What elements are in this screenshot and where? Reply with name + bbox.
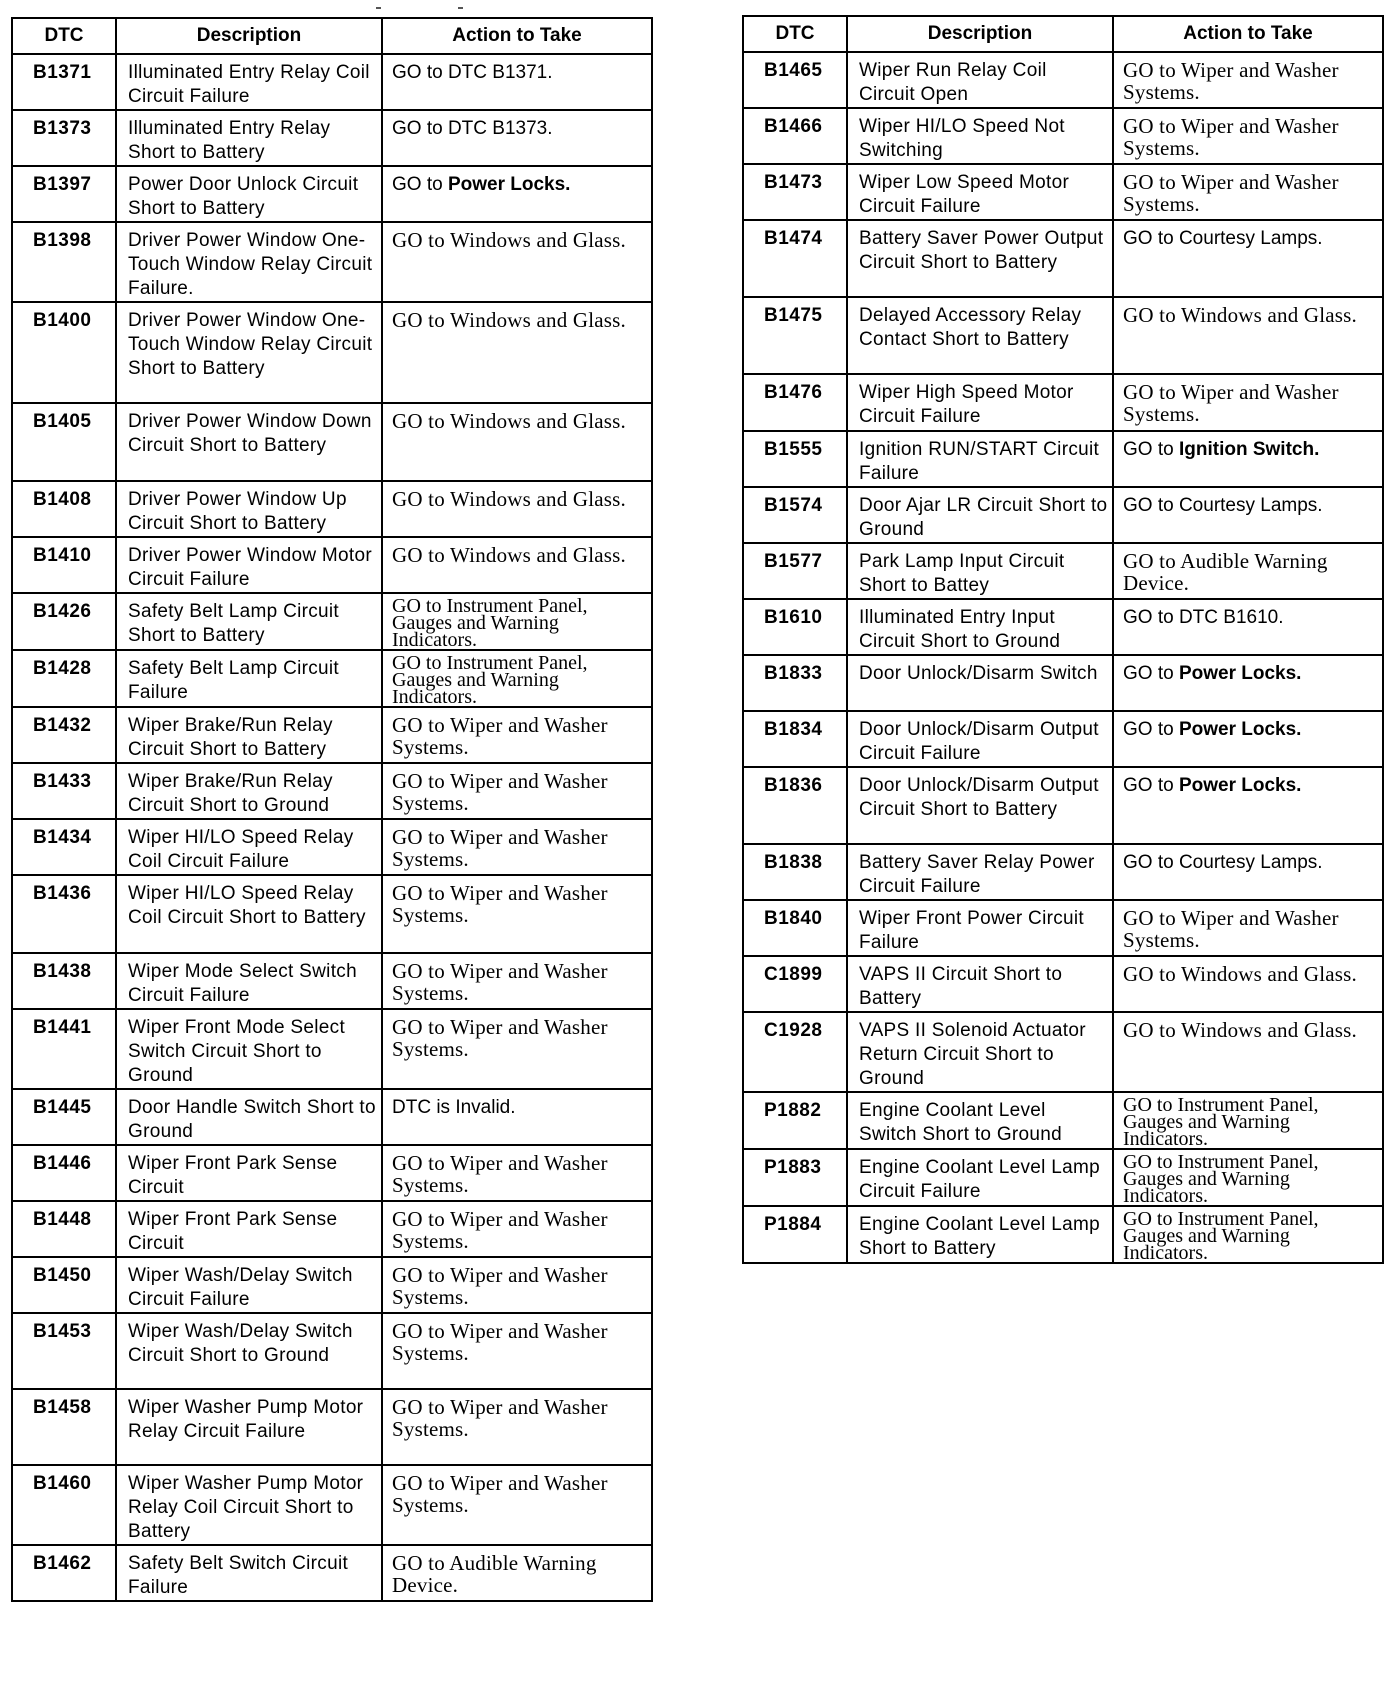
dtc-action: GO to Windows and Glass. <box>382 537 652 593</box>
dtc-action: GO to Windows and Glass. <box>1113 297 1383 374</box>
dtc-action: GO to Windows and Glass. <box>382 403 652 481</box>
dtc-action: GO to Wiper and Washer Systems. <box>382 1389 652 1465</box>
dtc-code: B1397 <box>12 166 116 222</box>
header-dtc: DTC <box>743 16 847 52</box>
table-row <box>12 403 652 481</box>
table-row <box>12 1089 652 1145</box>
dtc-code: B1426 <box>12 593 116 650</box>
dtc-code: B1460 <box>12 1465 116 1545</box>
action-target: Power Locks. <box>1178 719 1302 740</box>
dtc-code: B1433 <box>12 763 116 819</box>
dtc-code: B1462 <box>12 1545 116 1601</box>
dtc-code: B1408 <box>12 481 116 537</box>
table-row <box>12 1145 652 1201</box>
dtc-description: Safety Belt Switch Circuit Failure <box>116 1545 382 1601</box>
table-row <box>743 844 1383 900</box>
table-row <box>12 1313 652 1389</box>
dtc-code: B1466 <box>743 108 847 164</box>
dtc-action: GO to Courtesy Lamps. <box>1113 487 1383 543</box>
table-row <box>12 707 652 763</box>
table-row <box>12 302 652 403</box>
table-row <box>12 819 652 875</box>
table-row <box>743 599 1383 655</box>
dtc-action: GO to Wiper and Washer Systems. <box>382 953 652 1009</box>
dtc-action: GO to Wiper and Washer Systems. <box>382 1009 652 1089</box>
table-row <box>12 537 652 593</box>
dtc-description: Battery Saver Power Output Circuit Short to Battery <box>847 220 1113 297</box>
dtc-action: GO to Instrument Panel, Gauges and Warning Indicators. <box>382 650 652 707</box>
table-row <box>743 543 1383 599</box>
table-row <box>743 297 1383 374</box>
table-row <box>12 222 652 302</box>
dtc-code: B1445 <box>12 1089 116 1145</box>
dtc-code: B1405 <box>12 403 116 481</box>
dtc-description: Illuminated Entry Input Circuit Short to Ground <box>847 599 1113 655</box>
dtc-action: GO to Wiper and Washer Systems. <box>382 819 652 875</box>
dtc-description: Wiper Washer Pump Motor Relay Coil Circuit Short to Battery <box>116 1465 382 1545</box>
table-row <box>743 220 1383 297</box>
table-row <box>12 1009 652 1089</box>
dtc-description: Engine Coolant Level Lamp Circuit Failure <box>847 1149 1113 1206</box>
dtc-description: Wiper Front Mode Select Switch Circuit Short to Ground <box>116 1009 382 1089</box>
table-row <box>743 711 1383 767</box>
dtc-code: B1473 <box>743 164 847 220</box>
dtc-description: Safety Belt Lamp Circuit Short to Battery <box>116 593 382 650</box>
dtc-code: C1899 <box>743 956 847 1012</box>
dtc-action: GO to Wiper and Washer Systems. <box>382 707 652 763</box>
dtc-description: Ignition RUN/START Circuit Failure <box>847 431 1113 487</box>
dtc-description: Illuminated Entry Relay Short to Battery <box>116 110 382 166</box>
table-row <box>743 374 1383 431</box>
dtc-code: B1610 <box>743 599 847 655</box>
dtc-action: GO to Power Locks. <box>1113 655 1383 711</box>
dtc-action: GO to Wiper and Washer Systems. <box>382 875 652 953</box>
dtc-description: Engine Coolant Level Lamp Short to Battery <box>847 1206 1113 1263</box>
dtc-code: P1882 <box>743 1092 847 1149</box>
dtc-action: GO to Windows and Glass. <box>1113 956 1383 1012</box>
dtc-action: GO to Windows and Glass. <box>382 222 652 302</box>
dtc-action: GO to Instrument Panel, Gauges and Warning Indicators. <box>382 593 652 650</box>
dtc-action: GO to Wiper and Washer Systems. <box>382 1257 652 1313</box>
dtc-description: Wiper Front Park Sense Circuit <box>116 1145 382 1201</box>
dtc-code: B1446 <box>12 1145 116 1201</box>
dtc-table-right <box>742 15 1384 1264</box>
table-row <box>743 164 1383 220</box>
dtc-action: GO to Instrument Panel, Gauges and Warning Indicators. <box>1113 1092 1383 1149</box>
table-row <box>743 1012 1383 1092</box>
dtc-action: DTC is Invalid. <box>382 1089 652 1145</box>
dtc-description: VAPS II Circuit Short to Battery <box>847 956 1113 1012</box>
dtc-action: GO to Wiper and Washer Systems. <box>1113 164 1383 220</box>
dtc-action: GO to Instrument Panel, Gauges and Warning Indicators. <box>1113 1149 1383 1206</box>
dtc-description: Wiper Mode Select Switch Circuit Failure <box>116 953 382 1009</box>
dtc-code: B1436 <box>12 875 116 953</box>
dtc-action: GO to Power Locks. <box>382 166 652 222</box>
dtc-code: B1834 <box>743 711 847 767</box>
dtc-description: Engine Coolant Level Switch Short to Ground <box>847 1092 1113 1149</box>
dtc-description: Door Unlock/Disarm Output Circuit Failure <box>847 711 1113 767</box>
dtc-description: Driver Power Window Up Circuit Short to Battery <box>116 481 382 537</box>
table-row <box>12 875 652 953</box>
dtc-description: Wiper Wash/Delay Switch Circuit Failure <box>116 1257 382 1313</box>
dtc-description: Wiper Low Speed Motor Circuit Failure <box>847 164 1113 220</box>
dtc-action: GO to Audible Warning Device. <box>382 1545 652 1601</box>
dtc-action: GO to Ignition Switch. <box>1113 431 1383 487</box>
header-description: Description <box>116 18 382 54</box>
dtc-action: GO to Wiper and Washer Systems. <box>382 763 652 819</box>
header-action: Action to Take <box>1113 16 1383 52</box>
dtc-table-left <box>11 17 653 1602</box>
dtc-description: Wiper High Speed Motor Circuit Failure <box>847 374 1113 431</box>
dtc-code: B1410 <box>12 537 116 593</box>
table-row <box>743 1092 1383 1149</box>
table-row <box>743 1149 1383 1206</box>
header-row <box>12 18 652 54</box>
dtc-action: GO to DTC B1371. <box>382 54 652 110</box>
dtc-code: B1453 <box>12 1313 116 1389</box>
dtc-description: Wiper Front Park Sense Circuit <box>116 1201 382 1257</box>
dtc-action: GO to Wiper and Washer Systems. <box>382 1465 652 1545</box>
dtc-code: B1577 <box>743 543 847 599</box>
dtc-action: GO to Courtesy Lamps. <box>1113 844 1383 900</box>
dtc-description: Door Unlock/Disarm Switch <box>847 655 1113 711</box>
dtc-code: B1400 <box>12 302 116 403</box>
header-dtc: DTC <box>12 18 116 54</box>
dtc-action: GO to Wiper and Washer Systems. <box>1113 900 1383 956</box>
table-row <box>743 1206 1383 1263</box>
dtc-code: B1465 <box>743 52 847 108</box>
dtc-description: Driver Power Window One-Touch Window Relay Circuit Failure. <box>116 222 382 302</box>
dtc-code: B1833 <box>743 655 847 711</box>
header-action: Action to Take <box>382 18 652 54</box>
dtc-action: GO to Wiper and Washer Systems. <box>1113 108 1383 164</box>
dtc-code: B1371 <box>12 54 116 110</box>
table-row <box>743 487 1383 543</box>
table-row <box>12 1201 652 1257</box>
dtc-code: B1448 <box>12 1201 116 1257</box>
action-target: Power Locks. <box>1178 775 1302 796</box>
dtc-description: Door Ajar LR Circuit Short to Ground <box>847 487 1113 543</box>
dtc-action: GO to Windows and Glass. <box>382 302 652 403</box>
dtc-action: GO to Wiper and Washer Systems. <box>1113 52 1383 108</box>
dtc-description: Driver Power Window Down Circuit Short to Battery <box>116 403 382 481</box>
dtc-description: Driver Power Window One-Touch Window Relay Circuit Short to Battery <box>116 302 382 403</box>
dtc-action: GO to Audible Warning Device. <box>1113 543 1383 599</box>
dtc-action: GO to Wiper and Washer Systems. <box>382 1313 652 1389</box>
dtc-code: B1474 <box>743 220 847 297</box>
header-description: Description <box>847 16 1113 52</box>
table-row <box>743 431 1383 487</box>
table-row <box>12 166 652 222</box>
dtc-description: Wiper HI/LO Speed Relay Coil Circuit Short to Battery <box>116 875 382 953</box>
dtc-action: GO to Power Locks. <box>1113 767 1383 844</box>
dtc-code: B1476 <box>743 374 847 431</box>
dtc-description: Power Door Unlock Circuit Short to Battery <box>116 166 382 222</box>
table-row <box>12 110 652 166</box>
table-row <box>743 108 1383 164</box>
dtc-code: B1432 <box>12 707 116 763</box>
dtc-action: GO to Courtesy Lamps. <box>1113 220 1383 297</box>
table-row <box>743 900 1383 956</box>
action-target: Power Locks. <box>447 174 571 195</box>
dtc-action: GO to Windows and Glass. <box>1113 1012 1383 1092</box>
dtc-description: Driver Power Window Motor Circuit Failure <box>116 537 382 593</box>
dtc-code: B1434 <box>12 819 116 875</box>
dtc-description: Wiper HI/LO Speed Not Switching <box>847 108 1113 164</box>
dtc-action: GO to Instrument Panel, Gauges and Warning Indicators. <box>1113 1206 1383 1263</box>
dtc-description: VAPS II Solenoid Actuator Return Circuit Short to Ground <box>847 1012 1113 1092</box>
table-row <box>12 953 652 1009</box>
dtc-description: Park Lamp Input Circuit Short to Battey <box>847 543 1113 599</box>
dtc-description: Wiper Front Power Circuit Failure <box>847 900 1113 956</box>
dtc-code: B1475 <box>743 297 847 374</box>
dtc-code: P1883 <box>743 1149 847 1206</box>
dtc-description: Wiper Brake/Run Relay Circuit Short to Battery <box>116 707 382 763</box>
table-row <box>12 650 652 707</box>
dtc-description: Wiper Washer Pump Motor Relay Circuit Failure <box>116 1389 382 1465</box>
dtc-action: GO to DTC B1610. <box>1113 599 1383 655</box>
dtc-code: B1428 <box>12 650 116 707</box>
table-row <box>743 655 1383 711</box>
dtc-code: B1838 <box>743 844 847 900</box>
dtc-description: Illuminated Entry Relay Coil Circuit Failure <box>116 54 382 110</box>
dtc-code: B1836 <box>743 767 847 844</box>
dtc-action: GO to Wiper and Washer Systems. <box>1113 374 1383 431</box>
dtc-code: B1438 <box>12 953 116 1009</box>
dtc-description: Wiper HI/LO Speed Relay Coil Circuit Failure <box>116 819 382 875</box>
table-row <box>12 593 652 650</box>
dtc-description: Safety Belt Lamp Circuit Failure <box>116 650 382 707</box>
dtc-description: Door Handle Switch Short to Ground <box>116 1089 382 1145</box>
dtc-description: Wiper Brake/Run Relay Circuit Short to Ground <box>116 763 382 819</box>
dtc-code: B1574 <box>743 487 847 543</box>
dtc-action: GO to Windows and Glass. <box>382 481 652 537</box>
scan-mark <box>458 7 463 9</box>
dtc-action: GO to Power Locks. <box>1113 711 1383 767</box>
table-row <box>12 1545 652 1601</box>
table-row <box>12 1389 652 1465</box>
table-row <box>743 767 1383 844</box>
dtc-code: B1441 <box>12 1009 116 1089</box>
dtc-code: B1398 <box>12 222 116 302</box>
dtc-description: Door Unlock/Disarm Output Circuit Short to Battery <box>847 767 1113 844</box>
dtc-code: B1373 <box>12 110 116 166</box>
dtc-code: P1884 <box>743 1206 847 1263</box>
dtc-description: Wiper Wash/Delay Switch Circuit Short to Ground <box>116 1313 382 1389</box>
dtc-description: Battery Saver Relay Power Circuit Failure <box>847 844 1113 900</box>
dtc-code: B1555 <box>743 431 847 487</box>
scan-mark <box>376 7 381 9</box>
table-row <box>12 1257 652 1313</box>
dtc-description: Wiper Run Relay Coil Circuit Open <box>847 52 1113 108</box>
table-row <box>12 54 652 110</box>
dtc-action: GO to Wiper and Washer Systems. <box>382 1145 652 1201</box>
dtc-code: B1450 <box>12 1257 116 1313</box>
dtc-action: GO to Wiper and Washer Systems. <box>382 1201 652 1257</box>
action-target: Power Locks. <box>1178 663 1302 684</box>
table-row <box>743 956 1383 1012</box>
table-row <box>12 481 652 537</box>
dtc-code: C1928 <box>743 1012 847 1092</box>
table-row <box>743 52 1383 108</box>
table-body <box>12 54 652 1601</box>
dtc-code: B1840 <box>743 900 847 956</box>
header-row <box>743 16 1383 52</box>
table-row <box>12 763 652 819</box>
action-target: Ignition Switch. <box>1178 439 1320 460</box>
table-row <box>12 1465 652 1545</box>
dtc-description: Delayed Accessory Relay Contact Short to Battery <box>847 297 1113 374</box>
table-body <box>743 52 1383 1263</box>
dtc-code: B1458 <box>12 1389 116 1465</box>
dtc-action: GO to DTC B1373. <box>382 110 652 166</box>
